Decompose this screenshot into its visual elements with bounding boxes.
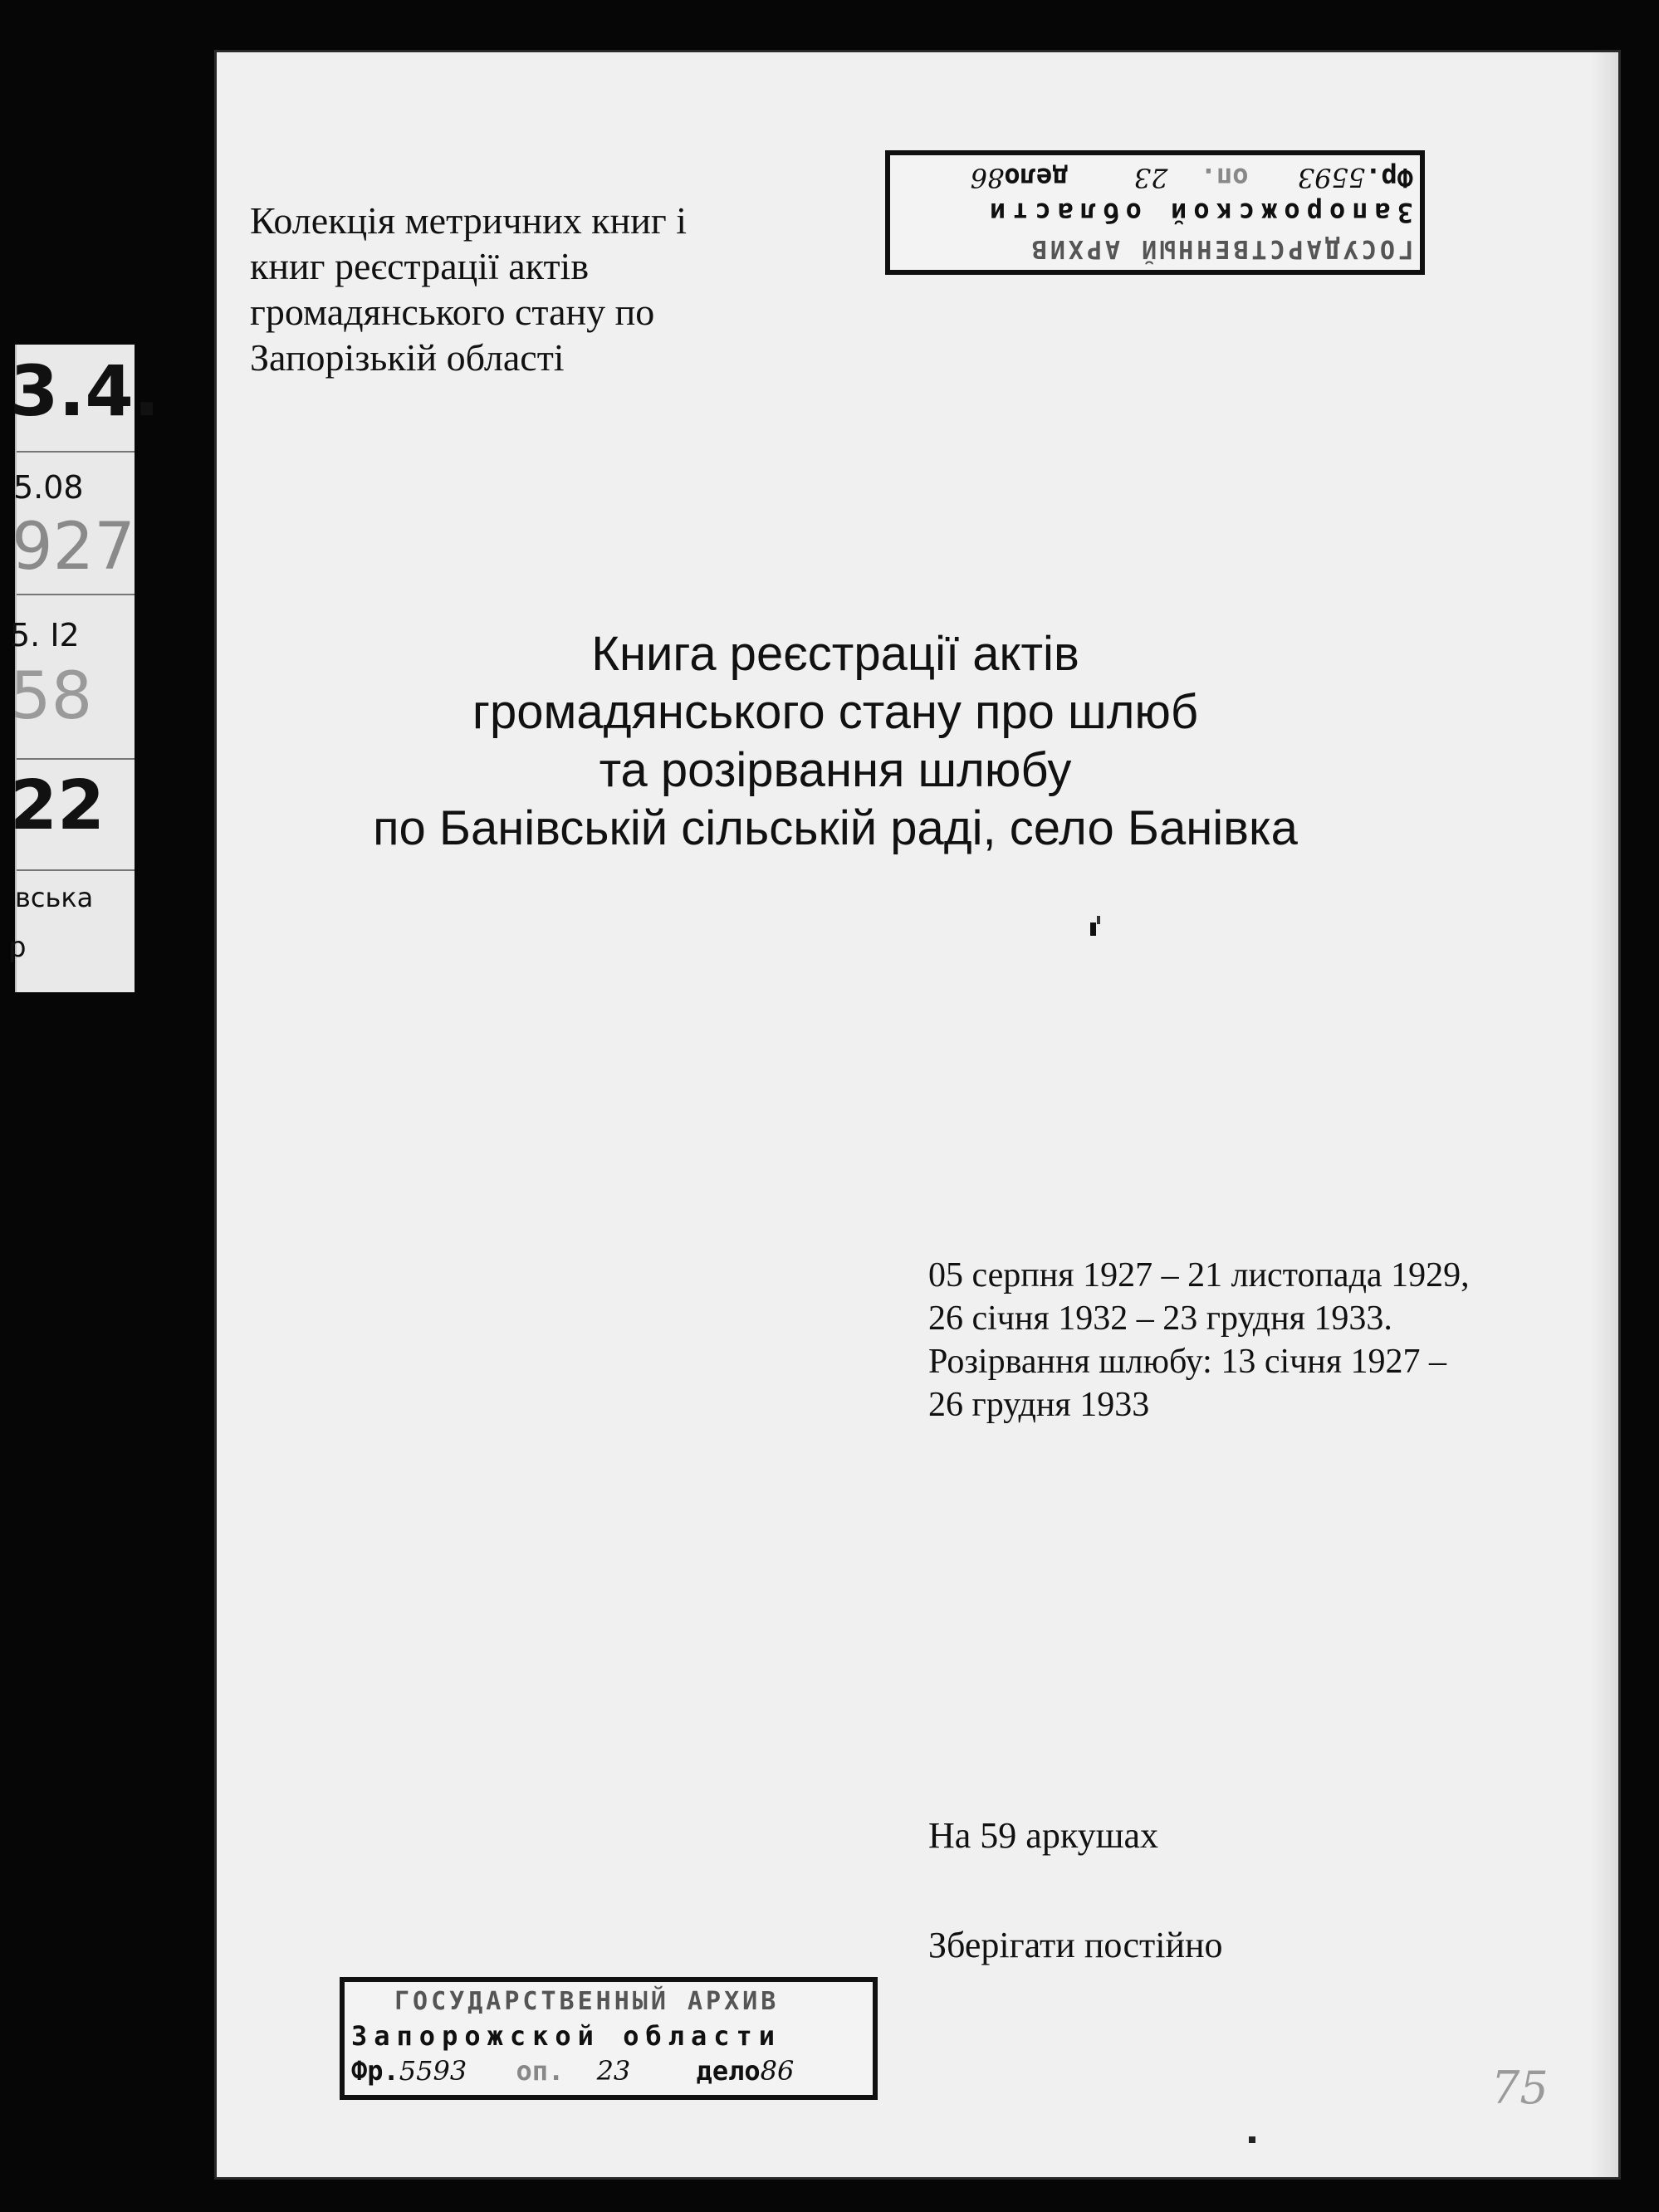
page-number: 75 bbox=[1491, 2062, 1549, 2114]
stamp-bottom-reference bbox=[351, 2055, 794, 2087]
date-range-line: 26 січня 1932 – 23 грудня 1933. bbox=[928, 1299, 1392, 1338]
stamp-top-opis-number: 23 bbox=[1133, 162, 1168, 193]
stamp-bottom-archive-name: ГОСУДАРСТВЕННЫЙ АРХИВ bbox=[394, 1987, 780, 2016]
stamp-top-delo-label: дело bbox=[1004, 162, 1069, 193]
stamp-top-fond-prefix: Фр. bbox=[1365, 162, 1413, 193]
scan-mark bbox=[1090, 922, 1096, 936]
stamp-bottom-delo-number: 86 bbox=[760, 2055, 795, 2087]
spine-divider bbox=[17, 869, 135, 871]
stamp-bottom-fond-number: 5593 bbox=[399, 2055, 467, 2087]
stamp-top-region: Запорожской области bbox=[982, 197, 1413, 228]
spine-line-8: р bbox=[8, 931, 27, 964]
book-title bbox=[250, 625, 1421, 858]
stamp-top-reference bbox=[971, 162, 1413, 193]
stamp-top-opis-label: оп. bbox=[1200, 162, 1249, 193]
collection-title-line: громадянського стану по bbox=[250, 291, 655, 333]
stamp-bottom-delo-label: дело bbox=[696, 2055, 761, 2087]
archive-stamp-bottom bbox=[340, 1977, 878, 2100]
collection-title bbox=[250, 198, 848, 380]
date-range bbox=[928, 1254, 1576, 1427]
book-title-line: та розірвання шлюбу bbox=[599, 743, 1072, 797]
spine-line-3: 927 bbox=[12, 510, 135, 585]
spine-line-4: 5. I2 bbox=[10, 617, 80, 653]
collection-title-line: Запорізькій області bbox=[250, 336, 565, 379]
spine-line-7: вська bbox=[15, 882, 94, 913]
spine-line-2: 5.08 bbox=[13, 469, 84, 506]
collection-title-line: Колекція метричних книг і bbox=[250, 199, 687, 242]
stamp-top-delo-number: 86 bbox=[970, 162, 1005, 193]
stamp-bottom-opis-number: 23 bbox=[596, 2055, 631, 2087]
stamp-top-fond-number: 5593 bbox=[1297, 162, 1366, 193]
date-range-line: Розірвання шлюбу: 13 січня 1927 – bbox=[928, 1343, 1447, 1381]
spine-divider bbox=[17, 451, 135, 453]
retention-note: Зберігати постійно bbox=[928, 1925, 1223, 1965]
spine-divider bbox=[17, 758, 135, 760]
book-title-line: Книга реєстрації актів bbox=[591, 627, 1079, 681]
book-title-line: по Банівській сільській раді, село Банівка bbox=[373, 801, 1298, 855]
stamp-bottom-opis-label: оп. bbox=[516, 2055, 565, 2087]
spine-divider bbox=[17, 594, 135, 595]
spine-line-1: 3.4. bbox=[10, 350, 160, 432]
sheet-count: На 59 аркушах bbox=[928, 1815, 1158, 1856]
date-range-line: 26 грудня 1933 bbox=[928, 1386, 1150, 1424]
collection-title-line: книг реєстрації актів bbox=[250, 245, 590, 287]
scan-mark bbox=[1097, 916, 1100, 924]
stamp-bottom-region: Запорожской области bbox=[351, 2020, 782, 2052]
date-range-line: 05 серпня 1927 – 21 листопада 1929, bbox=[928, 1256, 1470, 1294]
stamp-bottom-fond-prefix: Фр. bbox=[351, 2055, 399, 2087]
stamp-top-archive-name: ГОСУДАРСТВЕННЫЙ АРХИВ bbox=[1028, 234, 1413, 263]
archive-stamp-top bbox=[885, 150, 1425, 275]
document-page bbox=[214, 50, 1621, 2180]
spine-line-6: 22 bbox=[10, 766, 105, 845]
spine-label bbox=[8, 345, 160, 992]
scan-mark bbox=[1249, 2136, 1255, 2143]
spine-line-5: 58 bbox=[10, 659, 93, 734]
book-title-line: громадянського стану про шлюб bbox=[472, 685, 1199, 739]
